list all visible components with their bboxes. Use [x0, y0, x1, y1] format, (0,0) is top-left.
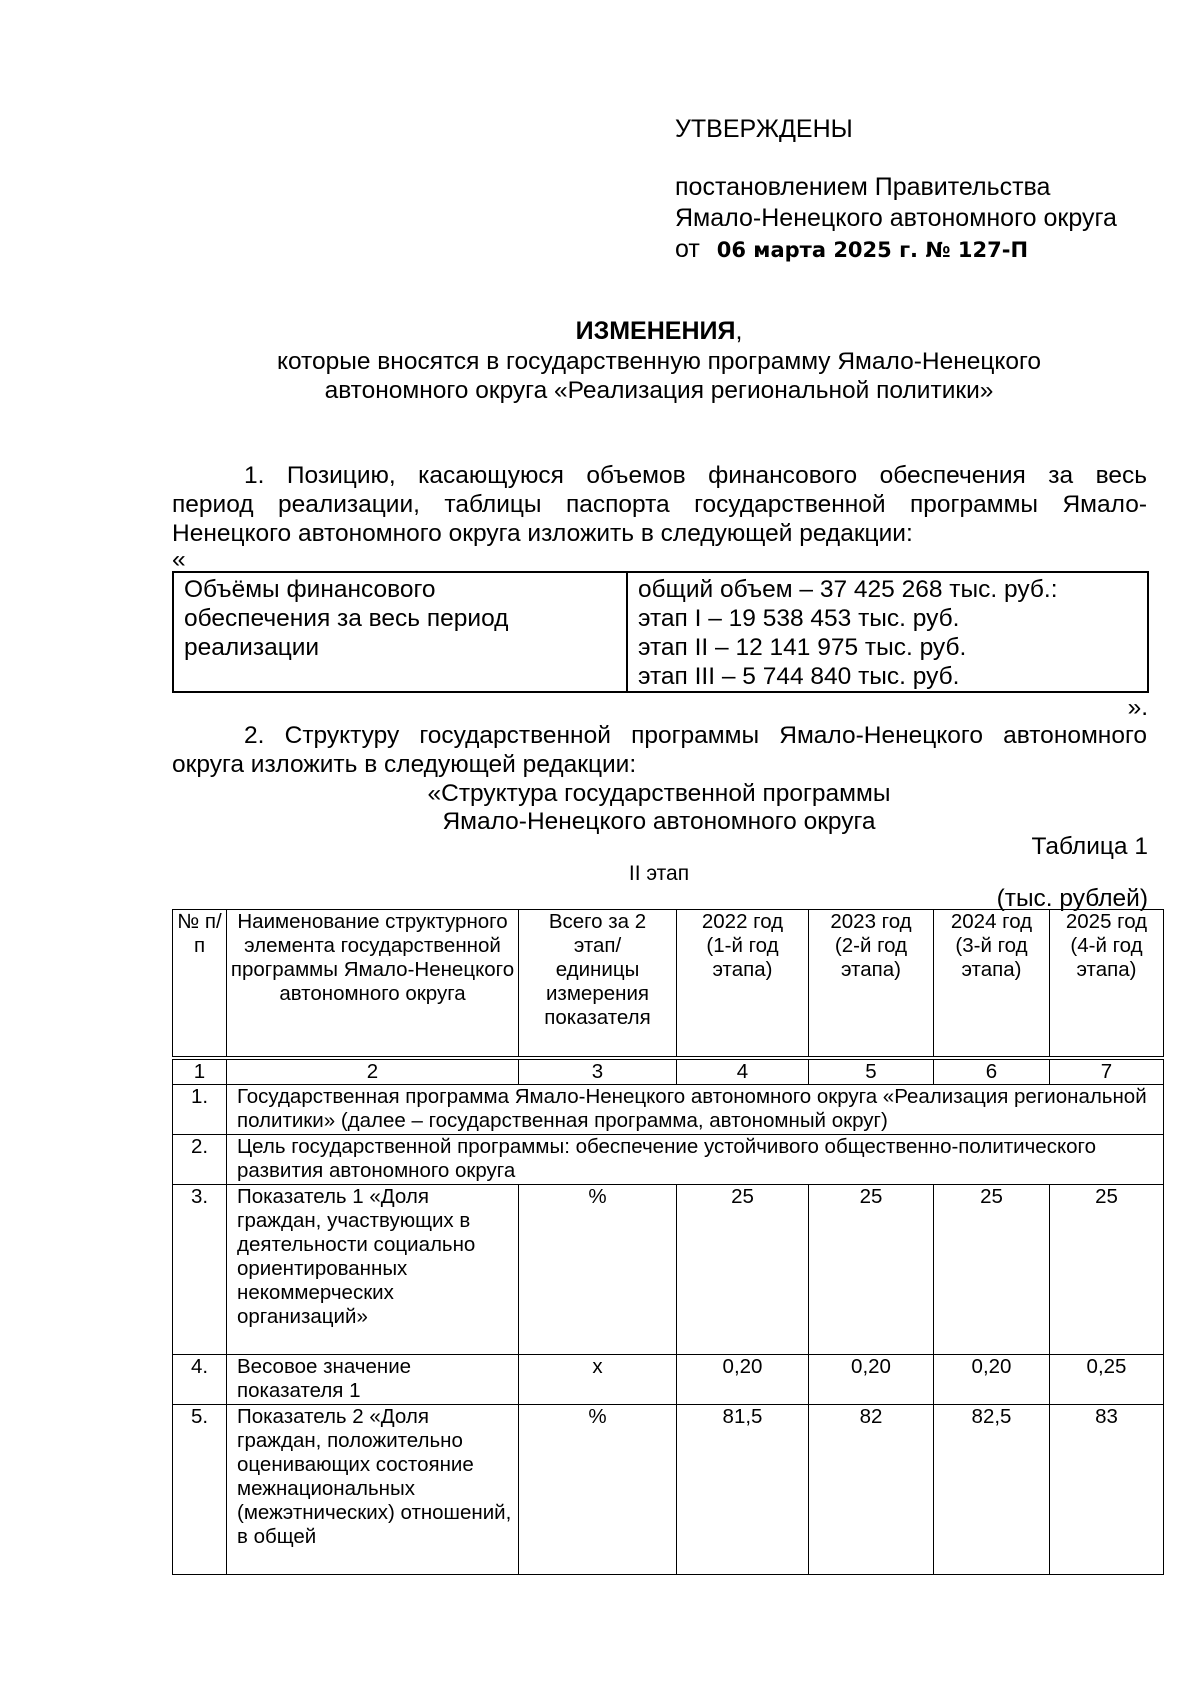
column-number: 7	[1050, 1060, 1164, 1085]
table-label: Таблица 1	[1031, 833, 1148, 860]
finance-stage-3: этап III – 5 744 840 тыс. руб.	[638, 663, 960, 690]
approval-line-1: постановлением Правительства	[675, 173, 1051, 201]
finance-table	[172, 571, 1149, 693]
value-2024: 82,5	[934, 1405, 1050, 1575]
column-number: 5	[809, 1060, 934, 1085]
column-number: 4	[677, 1060, 809, 1085]
table-row	[173, 1085, 1164, 1135]
header-2025: 2025 год (4-й год этапа)	[1050, 910, 1164, 1057]
item1-line-3: Ненецкого автономного округа изложить в следующей редакции:	[172, 520, 913, 547]
heading-subtitle-1: которые вносятся в государственную программу Ямало-Ненецкого	[276, 348, 1042, 375]
column-number: 1	[173, 1060, 227, 1085]
row-number: 5.	[173, 1405, 227, 1575]
approval-date-prefix: от	[675, 235, 700, 263]
indicator-name: Весовое значение показателя 1	[227, 1355, 519, 1405]
item1-line-1: 1. Позицию, касающуюся объемов финансового обеспечения за весь	[244, 462, 1147, 489]
document-title-comma: ,	[735, 317, 743, 345]
row-number: 3.	[173, 1185, 227, 1355]
header-num: № п/п	[173, 910, 227, 1057]
finance-label-line: реализации	[184, 634, 320, 661]
row-number: 4.	[173, 1355, 227, 1405]
item2-line-2: округа изложить в следующей редакции:	[172, 751, 637, 778]
value-2022: 81,5	[677, 1405, 809, 1575]
header-row	[173, 910, 1164, 1057]
column-number: 6	[934, 1060, 1050, 1085]
item2-line-1: 2. Структуру государственной программы Ямало-Ненецкого автономного	[244, 722, 1147, 749]
finance-label-line: обеспечения за весь период	[184, 605, 509, 632]
value-2022: 0,20	[677, 1355, 809, 1405]
value-2024: 0,20	[934, 1355, 1050, 1405]
header-2022: 2022 год (1-й год этапа)	[677, 910, 809, 1057]
approval-title: УТВЕРЖДЕНЫ	[675, 115, 853, 143]
header-2023: 2023 год (2-й год этапа)	[809, 910, 934, 1057]
value-2023: 25	[809, 1185, 934, 1355]
value-2024: 25	[934, 1185, 1050, 1355]
table-row	[173, 1405, 1164, 1575]
open-quote: «	[172, 546, 186, 573]
indicator-name: Показатель 2 «Доля граждан, положительно оценивающих состояние межнациональных (межэтнических) отношений, в общей	[227, 1405, 519, 1575]
indicator-unit: %	[519, 1185, 677, 1355]
finance-total: общий объем – 37 425 268 тыс. руб.:	[638, 576, 1058, 603]
structure-table	[172, 909, 1164, 1575]
item1-line-2: период реализации, таблицы паспорта государственной программы Ямало-	[172, 491, 1147, 518]
row-number: 1.	[173, 1085, 227, 1135]
indicator-name: Показатель 1 «Доля граждан, участвующих в деятельности социально ориентированных некоммерческих организаций»	[227, 1185, 519, 1355]
indicator-unit: х	[519, 1355, 677, 1405]
value-2023: 82	[809, 1405, 934, 1575]
units-label: (тыс. рублей)	[996, 885, 1148, 912]
finance-label-cell	[173, 572, 627, 692]
value-2025: 25	[1050, 1185, 1164, 1355]
approval-date-value: 06 марта 2025 г. № 127-П	[716, 238, 1029, 262]
document-title-text: ИЗМЕНЕНИЯ	[575, 317, 736, 345]
value-2025: 83	[1050, 1405, 1164, 1575]
table-row	[173, 1185, 1164, 1355]
column-number: 3	[519, 1060, 677, 1085]
finance-stage-2: этап II – 12 141 975 тыс. руб.	[638, 634, 967, 661]
finance-stage-1: этап I – 19 538 453 тыс. руб.	[638, 605, 960, 632]
finance-row	[173, 572, 1148, 692]
structure-title-1: «Структура государственной программы	[427, 780, 891, 807]
header-2024: 2024 год (3-й год этапа)	[934, 910, 1050, 1057]
approval-date	[675, 234, 1028, 266]
close-quote: ».	[1127, 694, 1148, 721]
value-2023: 0,20	[809, 1355, 934, 1405]
header-name: Наименование структурного элемента государственной программы Ямало-Ненецкого автономного округа	[227, 910, 519, 1057]
header-total: Всего за 2 этап/ единицы измерения показателя	[519, 910, 677, 1057]
finance-label-line: Объёмы финансового	[184, 576, 436, 603]
column-number: 2	[227, 1060, 519, 1085]
column-numbers-row	[173, 1060, 1164, 1085]
indicator-unit: %	[519, 1405, 677, 1575]
stage-label: II этап	[628, 862, 690, 885]
value-2022: 25	[677, 1185, 809, 1355]
table-row	[173, 1135, 1164, 1185]
finance-values-cell	[627, 572, 1148, 692]
approval-line-2: Ямало-Ненецкого автономного округа	[675, 204, 1117, 232]
heading-subtitle-2: автономного округа «Реализация региональной политики»	[324, 377, 994, 404]
structure-title-2: Ямало-Ненецкого автономного округа	[442, 808, 876, 835]
table-row	[173, 1355, 1164, 1405]
document-title	[0, 317, 1200, 346]
value-2025: 0,25	[1050, 1355, 1164, 1405]
row-number: 2.	[173, 1135, 227, 1185]
program-name-cell: Государственная программа Ямало-Ненецкого автономного округа «Реализация региональной политики» (далее – государственная программа, автономный округ)	[227, 1085, 1164, 1135]
program-goal-cell: Цель государственной программы: обеспечение устойчивого общественно-политического развития автономного округа	[227, 1135, 1164, 1185]
